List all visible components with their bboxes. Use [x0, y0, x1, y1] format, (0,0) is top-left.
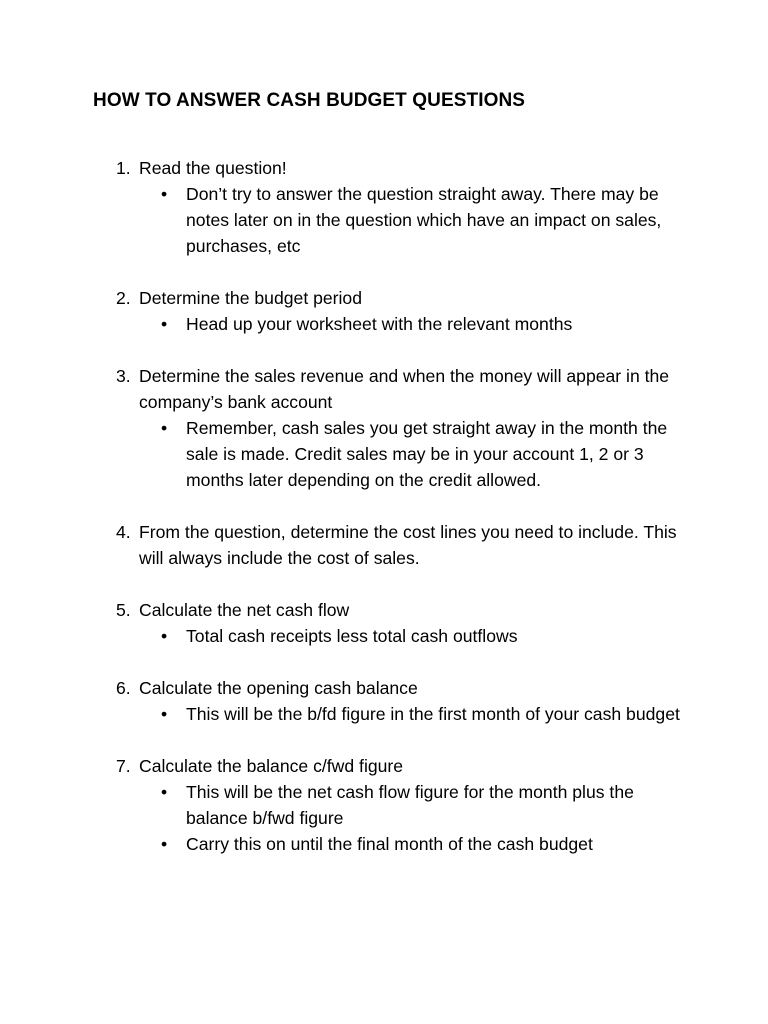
- bullet-text: Don’t try to answer the question straight away. There may be notes later on in the question which have an impact on sales, purchases, etc: [186, 184, 662, 256]
- steps-list: [0, 155, 768, 883]
- step-text: From the question, determine the cost lines you need to include. This will always include the cost of sales.: [139, 522, 677, 568]
- bullet-text: Remember, cash sales you get straight away in the month the sale is made. Credit sales may be in your account 1, 2 or 3 months later depending on the credit allowed.: [186, 418, 668, 490]
- step-text: Calculate the balance c/fwd figure: [139, 756, 404, 776]
- step-text: Read the question!: [139, 158, 287, 178]
- step-item: [0, 597, 768, 649]
- step-text: Calculate the opening cash balance: [139, 678, 418, 698]
- step-item: [0, 753, 768, 857]
- bullet-dot-icon: •: [161, 782, 168, 802]
- bullet-item: [139, 779, 688, 831]
- step-item: [0, 285, 768, 337]
- step-text: Determine the sales revenue and when the money will appear in the company’s bank account: [139, 366, 670, 412]
- bullet-dot-icon: •: [161, 834, 168, 854]
- bullet-item: [139, 415, 688, 493]
- step-text: Determine the budget period: [139, 288, 362, 308]
- step-text: Calculate the net cash flow: [139, 600, 350, 620]
- bullet-item: [139, 181, 688, 259]
- bullet-dot-icon: •: [161, 184, 168, 204]
- bullet-item: [139, 831, 688, 857]
- step-number: 1.: [116, 158, 131, 178]
- bullet-text: Total cash receipts less total cash outflows: [186, 626, 518, 646]
- step-item: [0, 675, 768, 727]
- bullet-dot-icon: •: [161, 704, 168, 724]
- step-number: 4.: [116, 522, 131, 542]
- bullet-dot-icon: •: [161, 626, 168, 646]
- step-item: [0, 363, 768, 493]
- step-number: 2.: [116, 288, 131, 308]
- bullet-list: [139, 701, 688, 727]
- bullet-list: [139, 415, 688, 493]
- bullet-dot-icon: •: [161, 314, 168, 334]
- bullet-list: [139, 181, 688, 259]
- bullet-dot-icon: •: [161, 418, 168, 438]
- bullet-list: [139, 311, 688, 337]
- step-item: [0, 519, 768, 571]
- bullet-list: [139, 623, 688, 649]
- bullet-text: This will be the net cash flow figure for the month plus the balance b/fwd figure: [186, 782, 634, 828]
- step-number: 7.: [116, 756, 131, 776]
- bullet-text: Carry this on until the final month of the cash budget: [186, 834, 593, 854]
- step-number: 5.: [116, 600, 131, 620]
- bullet-item: [139, 311, 688, 337]
- step-item: [0, 155, 768, 259]
- bullet-item: [139, 701, 688, 727]
- bullet-text: This will be the b/fd figure in the first month of your cash budget: [186, 704, 680, 724]
- bullet-item: [139, 623, 688, 649]
- document-title: HOW TO ANSWER CASH BUDGET QUESTIONS: [93, 90, 526, 111]
- step-number: 3.: [116, 366, 131, 386]
- bullet-text: Head up your worksheet with the relevant months: [186, 314, 573, 334]
- bullet-list: [139, 779, 688, 857]
- step-number: 6.: [116, 678, 131, 698]
